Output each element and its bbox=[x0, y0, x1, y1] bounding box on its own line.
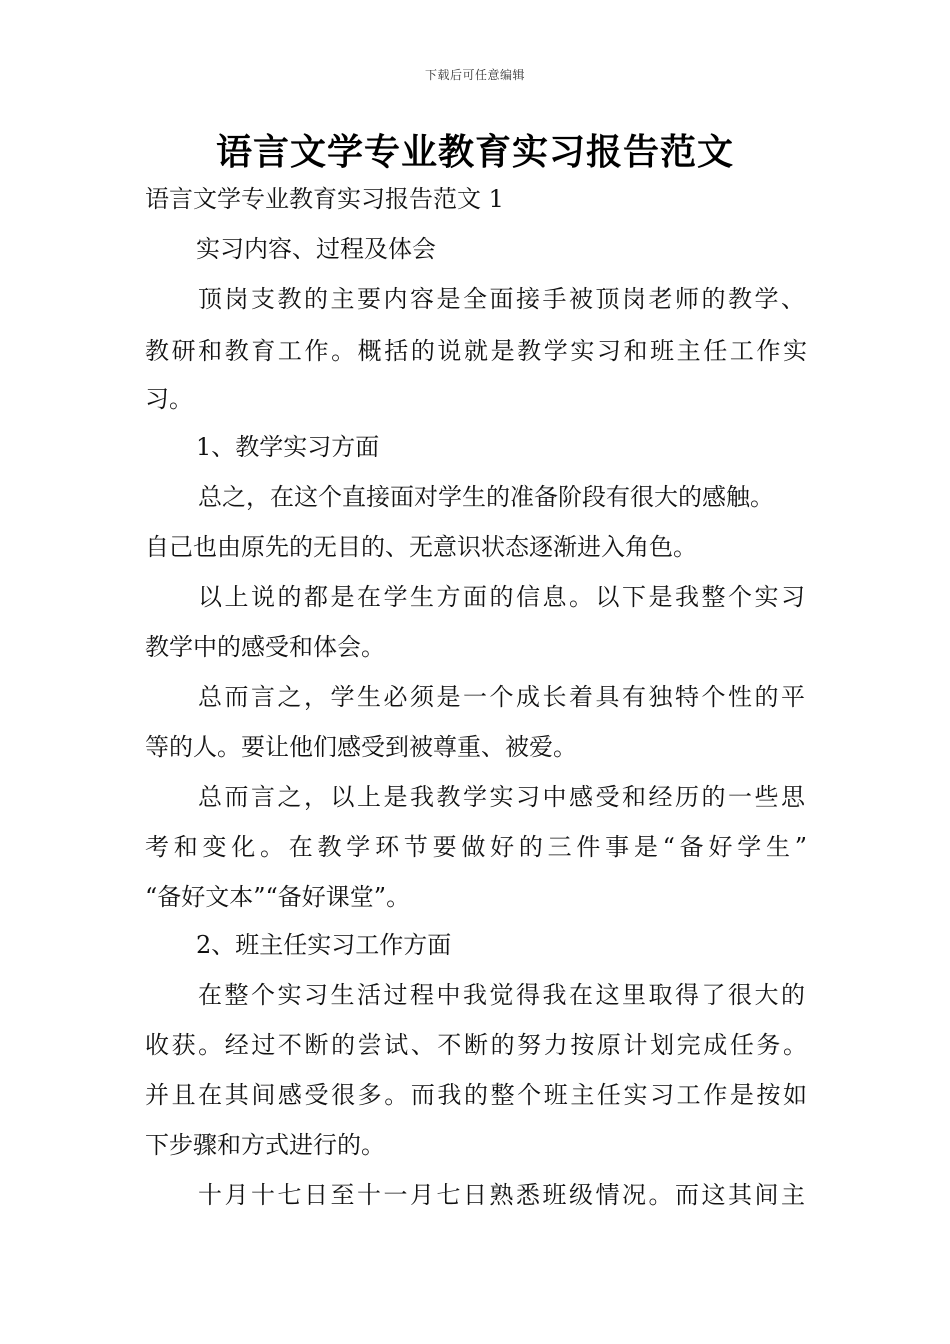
subheading-teaching: 1、教学实习方面 bbox=[196, 433, 380, 461]
paragraph-line: 收获。经过不断的尝试、不断的努力按原计划完成任务。 bbox=[145, 1031, 807, 1059]
paragraph-line: 在整个实习生活过程中我觉得我在这里取得了很大的 bbox=[198, 981, 805, 1009]
paragraph-line: 十月十七日至十一月七日熟悉班级情况。而这其间主 bbox=[198, 1181, 805, 1209]
paragraph-line: 习。 bbox=[145, 385, 193, 413]
section-heading: 语言文学专业教育实习报告范文 1 bbox=[145, 185, 504, 213]
paragraph-line: 并且在其间感受很多。而我的整个班主任实习工作是按如 bbox=[145, 1081, 807, 1109]
paragraph-line: 总而言之，以上是我教学实习中感受和经历的一些思 bbox=[198, 783, 805, 811]
document-title: 语言文学专业教育实习报告范文 bbox=[215, 131, 734, 173]
paragraph-line: 考和变化。在教学环节要做好的三件事是“备好学生” bbox=[145, 833, 807, 861]
paragraph-line: 总而言之，学生必须是一个成长着具有独特个性的平 bbox=[198, 683, 805, 711]
paragraph-line: 顶岗支教的主要内容是全面接手被顶岗老师的教学、 bbox=[198, 285, 805, 313]
subheading-content: 实习内容、过程及体会 bbox=[196, 235, 436, 263]
paragraph-line: 等的人。要让他们感受到被尊重、被爱。 bbox=[145, 733, 577, 761]
header-note: 下载后可任意编辑 bbox=[424, 68, 525, 82]
paragraph-line: 教学中的感受和体会。 bbox=[145, 633, 385, 661]
paragraph-line: “备好文本”“备好课堂”。 bbox=[145, 883, 411, 911]
paragraph-line: 教研和教育工作。概括的说就是教学实习和班主任工作实 bbox=[145, 337, 807, 365]
paragraph-line: 总之，在这个直接面对学生的准备阶段有很大的感触。 bbox=[198, 483, 774, 511]
paragraph-line: 以上说的都是在学生方面的信息。以下是我整个实习 bbox=[198, 583, 805, 611]
subheading-homeroom: 2、班主任实习工作方面 bbox=[196, 931, 452, 959]
paragraph-line: 自己也由原先的无目的、无意识状态逐渐进入角色。 bbox=[145, 533, 697, 561]
paragraph-line: 下步骤和方式进行的。 bbox=[145, 1131, 385, 1159]
